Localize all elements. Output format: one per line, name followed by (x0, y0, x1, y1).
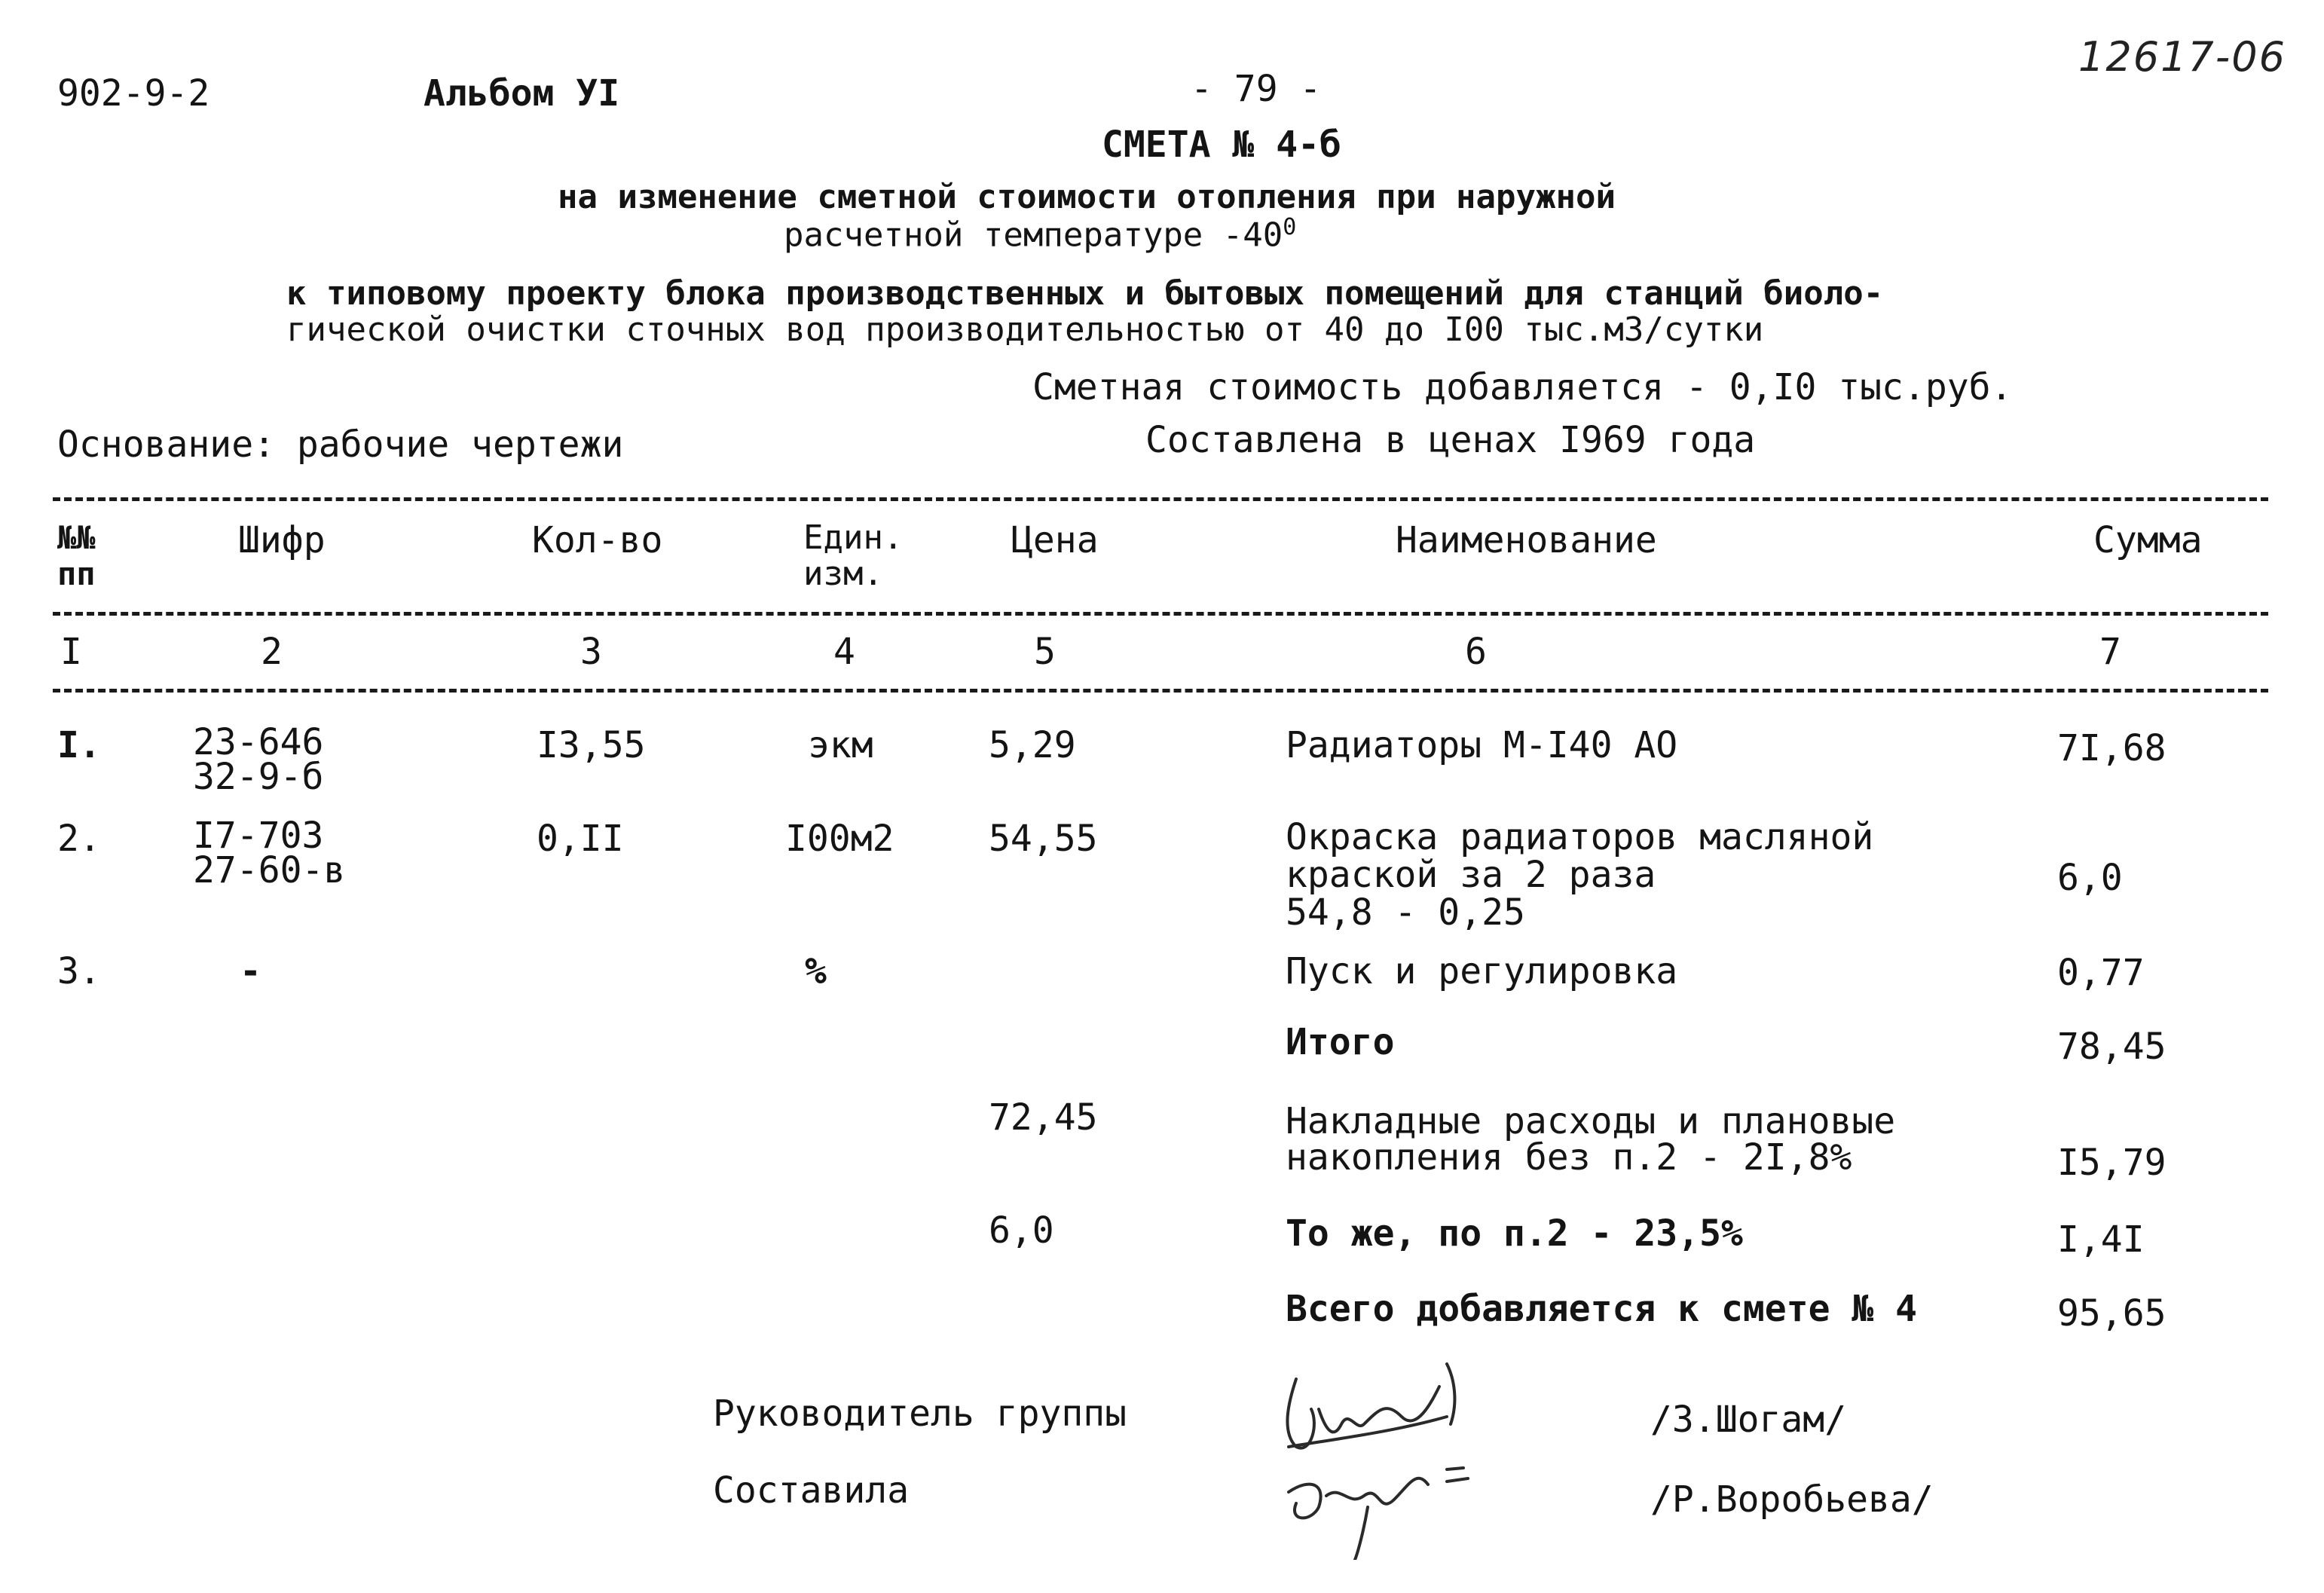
title-line-2-text: расчетной температуре -40 (784, 216, 1283, 255)
basis: Основание: рабочие чертежи (57, 423, 624, 466)
head-name: /З.Шогам/ (1650, 1399, 1847, 1441)
row-name: Накладные расходы и плановые накопления без п.2 - 2I,8% (1286, 1100, 1896, 1179)
compiled-name: /Р.Воробьева/ (1650, 1478, 1934, 1521)
table-rule-numbers (53, 689, 2268, 693)
row-price: 5,29 (989, 724, 1076, 766)
row-name: Всего добавляется к смете № 4 (1286, 1288, 1918, 1330)
row-num: 3. (57, 950, 101, 992)
album-label: Альбом УI (424, 72, 620, 115)
row-unit: экм (808, 724, 873, 766)
estimate-heading: СМЕТА № 4-б (1102, 124, 1341, 166)
col-header-unit: Един. изм. (803, 518, 904, 593)
col-number: 3 (580, 631, 602, 673)
project-code: 902-9-2 (57, 72, 210, 115)
title-line-3: к типовому проекту блока производственных и бытовых помещений для станций биоло- (286, 274, 1884, 313)
row-price: 54,55 (989, 818, 1098, 860)
row-name: Итого (1286, 1021, 1395, 1063)
row-price: 6,0 (989, 1209, 1054, 1252)
title-line-2 (784, 214, 1296, 255)
row-sum: 0,77 (2057, 952, 2145, 994)
row-name: Пуск и регулировка (1286, 950, 1678, 992)
degree-mark: 0 (1283, 214, 1297, 240)
row-sum: I,4I (2057, 1218, 2145, 1261)
col-number: 7 (2099, 631, 2121, 673)
col-header-num: №№ пп (57, 519, 96, 592)
head-label: Руководитель группы (713, 1393, 1127, 1435)
prices-year: Составлена в ценах I969 года (1145, 419, 1756, 461)
row-sum: 95,65 (2057, 1292, 2167, 1335)
row-sum: 78,45 (2057, 1026, 2167, 1068)
cost-added: Сметная стоимость добавляется - 0,I0 тыс.руб. (1032, 366, 2013, 408)
col-number: 4 (833, 631, 855, 673)
row-name: Радиаторы М-I40 АО (1286, 724, 1678, 766)
title-line-1: на изменение сметной стоимости отопления при наружной (558, 178, 1616, 216)
row-code: I7-703 27-60-в (193, 815, 346, 891)
row-code: 23-646 32-9-б (193, 721, 324, 798)
col-number: I (60, 631, 82, 673)
col-header-name: Наименование (1396, 519, 1657, 561)
row-name: Окраска радиаторов масляной краской за 2 раза 54,8 - 0,25 (1286, 816, 1874, 934)
compiled-label: Составила (713, 1469, 910, 1512)
row-code: - (240, 950, 261, 992)
row-unit: I00м2 (785, 818, 894, 860)
col-header-qty: Кол-во (532, 519, 663, 561)
row-qty: I3,55 (537, 724, 646, 766)
col-number: 5 (1034, 631, 1056, 673)
col-number: 6 (1465, 631, 1487, 673)
col-header-sum: Сумма (2093, 519, 2203, 561)
row-qty: 0,II (537, 818, 624, 860)
col-header-code: Шифр (238, 519, 326, 561)
col-header-price: Цена (1011, 519, 1099, 561)
row-num: 2. (57, 818, 101, 860)
table-rule-header (53, 612, 2268, 616)
row-sum: 6,0 (2057, 857, 2123, 899)
signature-marks (1266, 1334, 1522, 1560)
row-price: 72,45 (989, 1096, 1098, 1139)
row-num: I. (57, 724, 101, 766)
col-number: 2 (261, 631, 283, 673)
row-sum: 7I,68 (2057, 727, 2167, 769)
archive-number: 12617-06 (2078, 33, 2286, 81)
row-sum: I5,79 (2057, 1142, 2167, 1184)
row-name: То же, по п.2 - 23,5% (1286, 1212, 1743, 1255)
page-number: - 79 - (1191, 68, 1322, 110)
title-line-4: гической очистки сточных вод производительностью от 40 до I00 тыс.м3/сутки (286, 310, 1764, 349)
row-unit: % (805, 950, 827, 992)
table-rule-top (53, 497, 2268, 501)
